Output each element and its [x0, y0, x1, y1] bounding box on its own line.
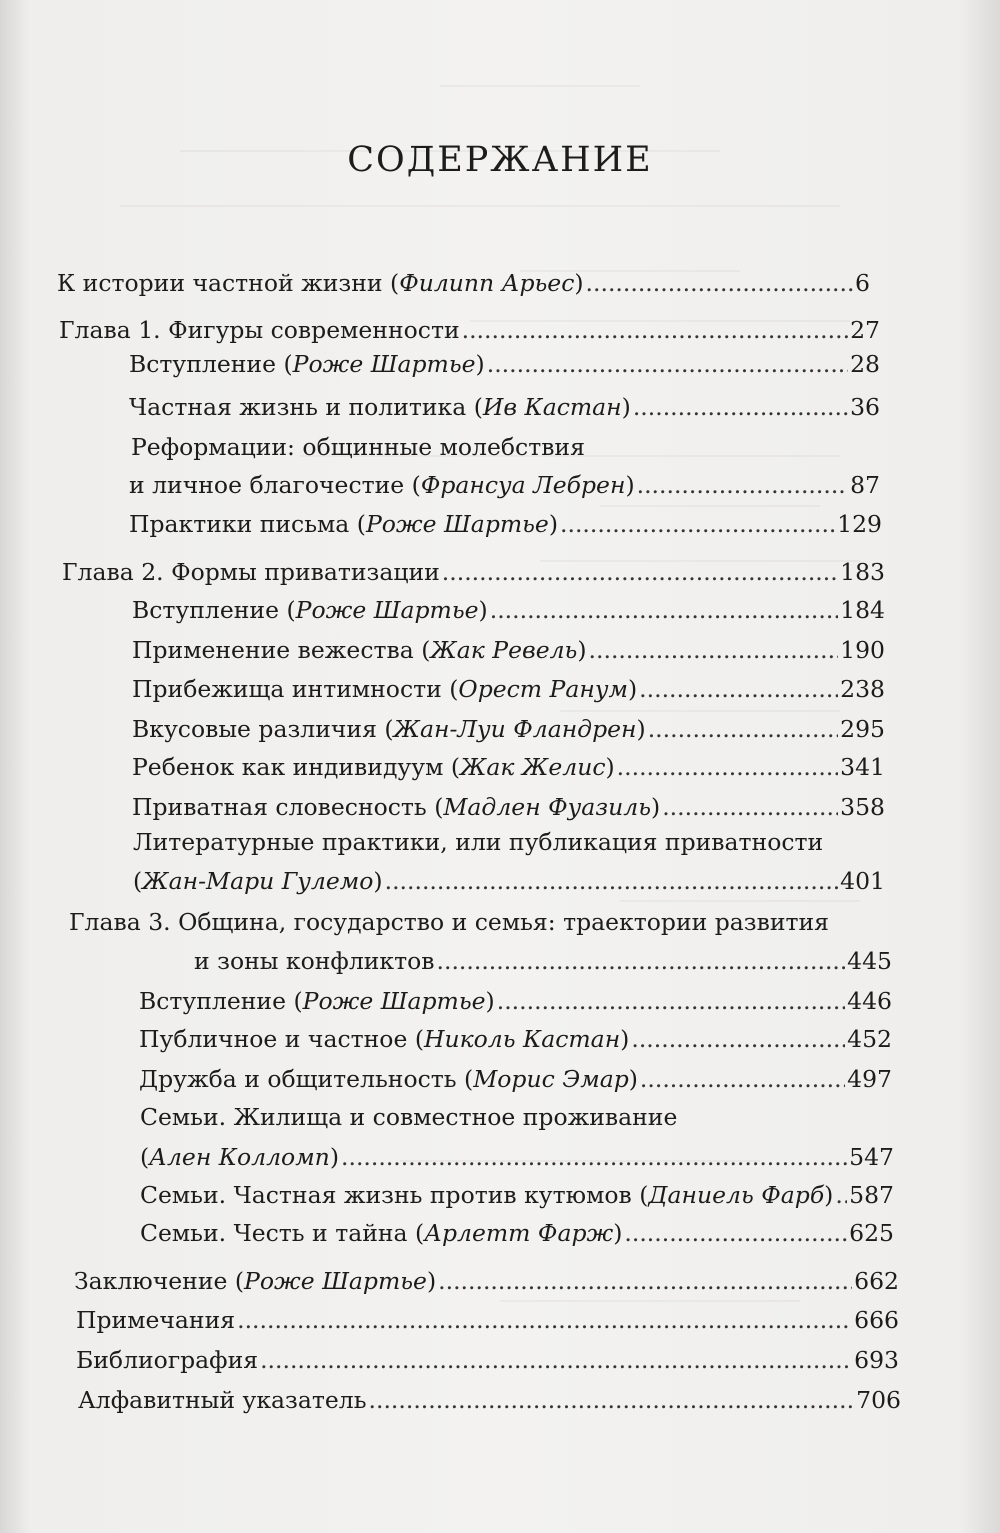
dot-leader	[462, 315, 848, 345]
dot-leader	[662, 792, 838, 822]
entry-author: Филипп Арьес	[399, 269, 575, 297]
page-number: 28	[850, 350, 880, 378]
entry-author: Морис Эмар	[473, 1065, 629, 1093]
entry-author: Жак Ревель	[430, 636, 578, 664]
dot-leader	[640, 1064, 845, 1094]
toc-entry[interactable]: Ребенок как индивидуум (Жак Желис) ..... 341	[132, 752, 885, 782]
dot-leader	[617, 752, 838, 782]
dot-leader	[835, 1180, 847, 1210]
entry-title-line1: Литературные практики, или публикация приватности	[133, 828, 824, 856]
page-number: 341	[840, 753, 885, 781]
entry-title: Дружба и общительность	[139, 1065, 457, 1093]
page-number: 547	[849, 1143, 894, 1171]
toc-entry[interactable]: Вступление (Роже Шартье) ..... 446	[139, 986, 892, 1016]
toc-entry[interactable]: Применение вежества (Жак Ревель) ..... 190	[132, 635, 885, 665]
page-number: 625	[849, 1219, 894, 1247]
dot-leader	[487, 349, 848, 379]
toc-chapter-2[interactable]	[62, 557, 885, 587]
dot-leader	[437, 946, 846, 976]
toc-entry[interactable]: Семьи. Честь и тайна (Арлетт Фарж) ..... 625	[140, 1218, 894, 1248]
dot-leader	[497, 986, 845, 1016]
entry-author: Николь Кастан	[424, 1025, 621, 1053]
dot-leader	[490, 595, 838, 625]
toc-entry[interactable]: Дружба и общительность (Морис Эмар) ..... 497	[139, 1064, 892, 1094]
entry-title: Вкусовые различия	[132, 715, 377, 743]
dot-leader	[639, 674, 838, 704]
dot-leader	[438, 1266, 852, 1296]
entry-author: Орест Ранум	[458, 675, 628, 703]
toc-entry[interactable]: Частная жизнь и политика (Ив Кастан) ..... 36	[129, 392, 880, 422]
dot-leader	[369, 1385, 855, 1415]
page-number: 87	[850, 471, 880, 499]
dot-leader	[442, 557, 838, 587]
page-number: 497	[847, 1065, 892, 1093]
toc-entry[interactable]: Вступление (Роже Шартье) ..... 184	[132, 595, 885, 625]
chapter-heading: Глава 1. Фигуры современности	[59, 316, 460, 344]
toc-entry-intro[interactable]: К истории частной жизни (Филипп Арьес) ..... 6	[57, 268, 870, 298]
entry-title: Практики письма	[129, 510, 350, 538]
toc-entry-index[interactable]	[78, 1385, 901, 1415]
dot-leader	[624, 1218, 847, 1248]
toc-entry[interactable]: Семьи. Частная жизнь против кутюмов (Даниель Фарб) ..... 587	[140, 1180, 894, 1210]
chapter-heading: и зоны конфликтов	[194, 947, 435, 975]
page-number: 693	[854, 1346, 899, 1374]
dot-leader	[385, 866, 839, 896]
entry-title: Библиография	[76, 1346, 259, 1374]
entry-author: Мадлен Фуазиль	[443, 793, 652, 821]
page-number: 587	[849, 1181, 894, 1209]
entry-author: Роже Шартье	[365, 510, 549, 538]
entry-author: Жак Желис	[460, 753, 606, 781]
page-number: 666	[854, 1306, 899, 1334]
entry-title: Вступление	[139, 987, 286, 1015]
entry-title-line1: Семьи. Жилища и совместное проживание	[140, 1103, 678, 1131]
page-number: 446	[847, 987, 892, 1015]
entry-title: Прибежища интимности	[132, 675, 442, 703]
entry-title: Примечания	[76, 1306, 236, 1334]
entry-title: Приватная словесность	[132, 793, 427, 821]
chapter-heading-line1: Глава 3. Община, государство и семья: траектории развития	[69, 908, 829, 936]
entry-title: Частная жизнь и политика	[129, 393, 467, 421]
dot-leader	[560, 509, 835, 539]
entry-author: Арлетт Фарж	[424, 1219, 614, 1247]
dot-leader	[237, 1305, 852, 1335]
page-number: 401	[840, 867, 885, 895]
toc-entry[interactable]: Вкусовые различия (Жан-Луи Фландрен) ..... 295	[132, 714, 885, 744]
entry-title: Вступление	[129, 350, 276, 378]
dot-leader	[586, 268, 854, 298]
toc-entry[interactable]: (Ален Колломп) ..... 547	[140, 1142, 894, 1172]
entry-author: Жан-Луи Фландрен	[393, 715, 637, 743]
toc-entry[interactable]: Вступление (Роже Шартье) ..... 28	[129, 349, 880, 379]
entry-author: Жан-Мари Гулемо	[142, 867, 374, 895]
entry-title: Публичное и частное	[139, 1025, 408, 1053]
entry-title-line1: Реформации: общинные молебствия	[131, 433, 585, 461]
entry-author: Роже Шартье	[302, 987, 486, 1015]
page-number: 6	[855, 269, 870, 297]
dot-leader	[631, 1024, 845, 1054]
toc-entry[interactable]: Публичное и частное (Николь Кастан) ..... 452	[139, 1024, 892, 1054]
entry-title: Заключение	[74, 1267, 228, 1295]
dot-leader	[341, 1142, 847, 1172]
page-number: 706	[856, 1386, 901, 1414]
entry-author: Роже Шартье	[292, 350, 476, 378]
page-number: 129	[837, 510, 882, 538]
toc-entry[interactable]: (Жан-Мари Гулемо) ..... 401	[133, 866, 885, 896]
toc-entry-conclusion[interactable]: Заключение (Роже Шартье) ..... 662	[74, 1266, 899, 1296]
page-number: 445	[847, 947, 892, 975]
entry-author: Даниель Фарб	[648, 1181, 825, 1209]
dot-leader	[589, 635, 839, 665]
entry-title: Семьи. Честь и тайна	[140, 1219, 408, 1247]
entry-title: Ребенок как индивидуум	[132, 753, 444, 781]
chapter-heading: Глава 2. Формы приватизации	[62, 558, 440, 586]
dot-leader	[260, 1345, 852, 1375]
toc-chapter-3[interactable]	[194, 946, 892, 976]
page-title: СОДЕРЖАНИЕ	[347, 140, 653, 180]
entry-title: и личное благочестие	[129, 471, 405, 499]
page-number: 190	[840, 636, 885, 664]
entry-author: Роже Шартье	[295, 596, 479, 624]
dot-leader	[633, 392, 848, 422]
page-number: 662	[854, 1267, 899, 1295]
toc-entry-bibliography[interactable]	[76, 1345, 899, 1375]
toc-entry[interactable]: Прибежища интимности (Орест Ранум) ..... 238	[132, 674, 885, 704]
dot-leader	[637, 470, 848, 500]
entry-author: Ив Кастан	[482, 393, 622, 421]
entry-author: Роже Шартье	[244, 1267, 427, 1295]
entry-title: Применение вежества	[132, 636, 414, 664]
page-number: 184	[840, 596, 885, 624]
entry-title: Вступление	[132, 596, 279, 624]
toc-entry-notes[interactable]	[76, 1305, 899, 1335]
toc-chapter-1[interactable]	[59, 315, 880, 345]
page-number: 452	[847, 1025, 892, 1053]
entry-title: Алфавитный указатель	[78, 1386, 367, 1414]
entry-author: Франсуа Лебрен	[420, 471, 626, 499]
page-number: 36	[850, 393, 880, 421]
toc-entry[interactable]: Практики письма (Роже Шартье) ..... 129	[129, 509, 882, 539]
toc-entry[interactable]: Приватная словесность (Мадлен Фуазиль) ..... 358	[132, 792, 885, 822]
page-number: 358	[840, 793, 885, 821]
entry-title: Семьи. Частная жизнь против кутюмов	[140, 1181, 632, 1209]
page-number: 295	[840, 715, 885, 743]
toc-entry[interactable]: и личное благочестие (Франсуа Лебрен) ..... 87	[129, 470, 880, 500]
dot-leader	[648, 714, 838, 744]
entry-title: К истории частной жизни	[57, 269, 383, 297]
page-number: 27	[850, 316, 880, 344]
entry-author: Ален Колломп	[149, 1143, 330, 1171]
page-number: 183	[840, 558, 885, 586]
page-number: 238	[840, 675, 885, 703]
